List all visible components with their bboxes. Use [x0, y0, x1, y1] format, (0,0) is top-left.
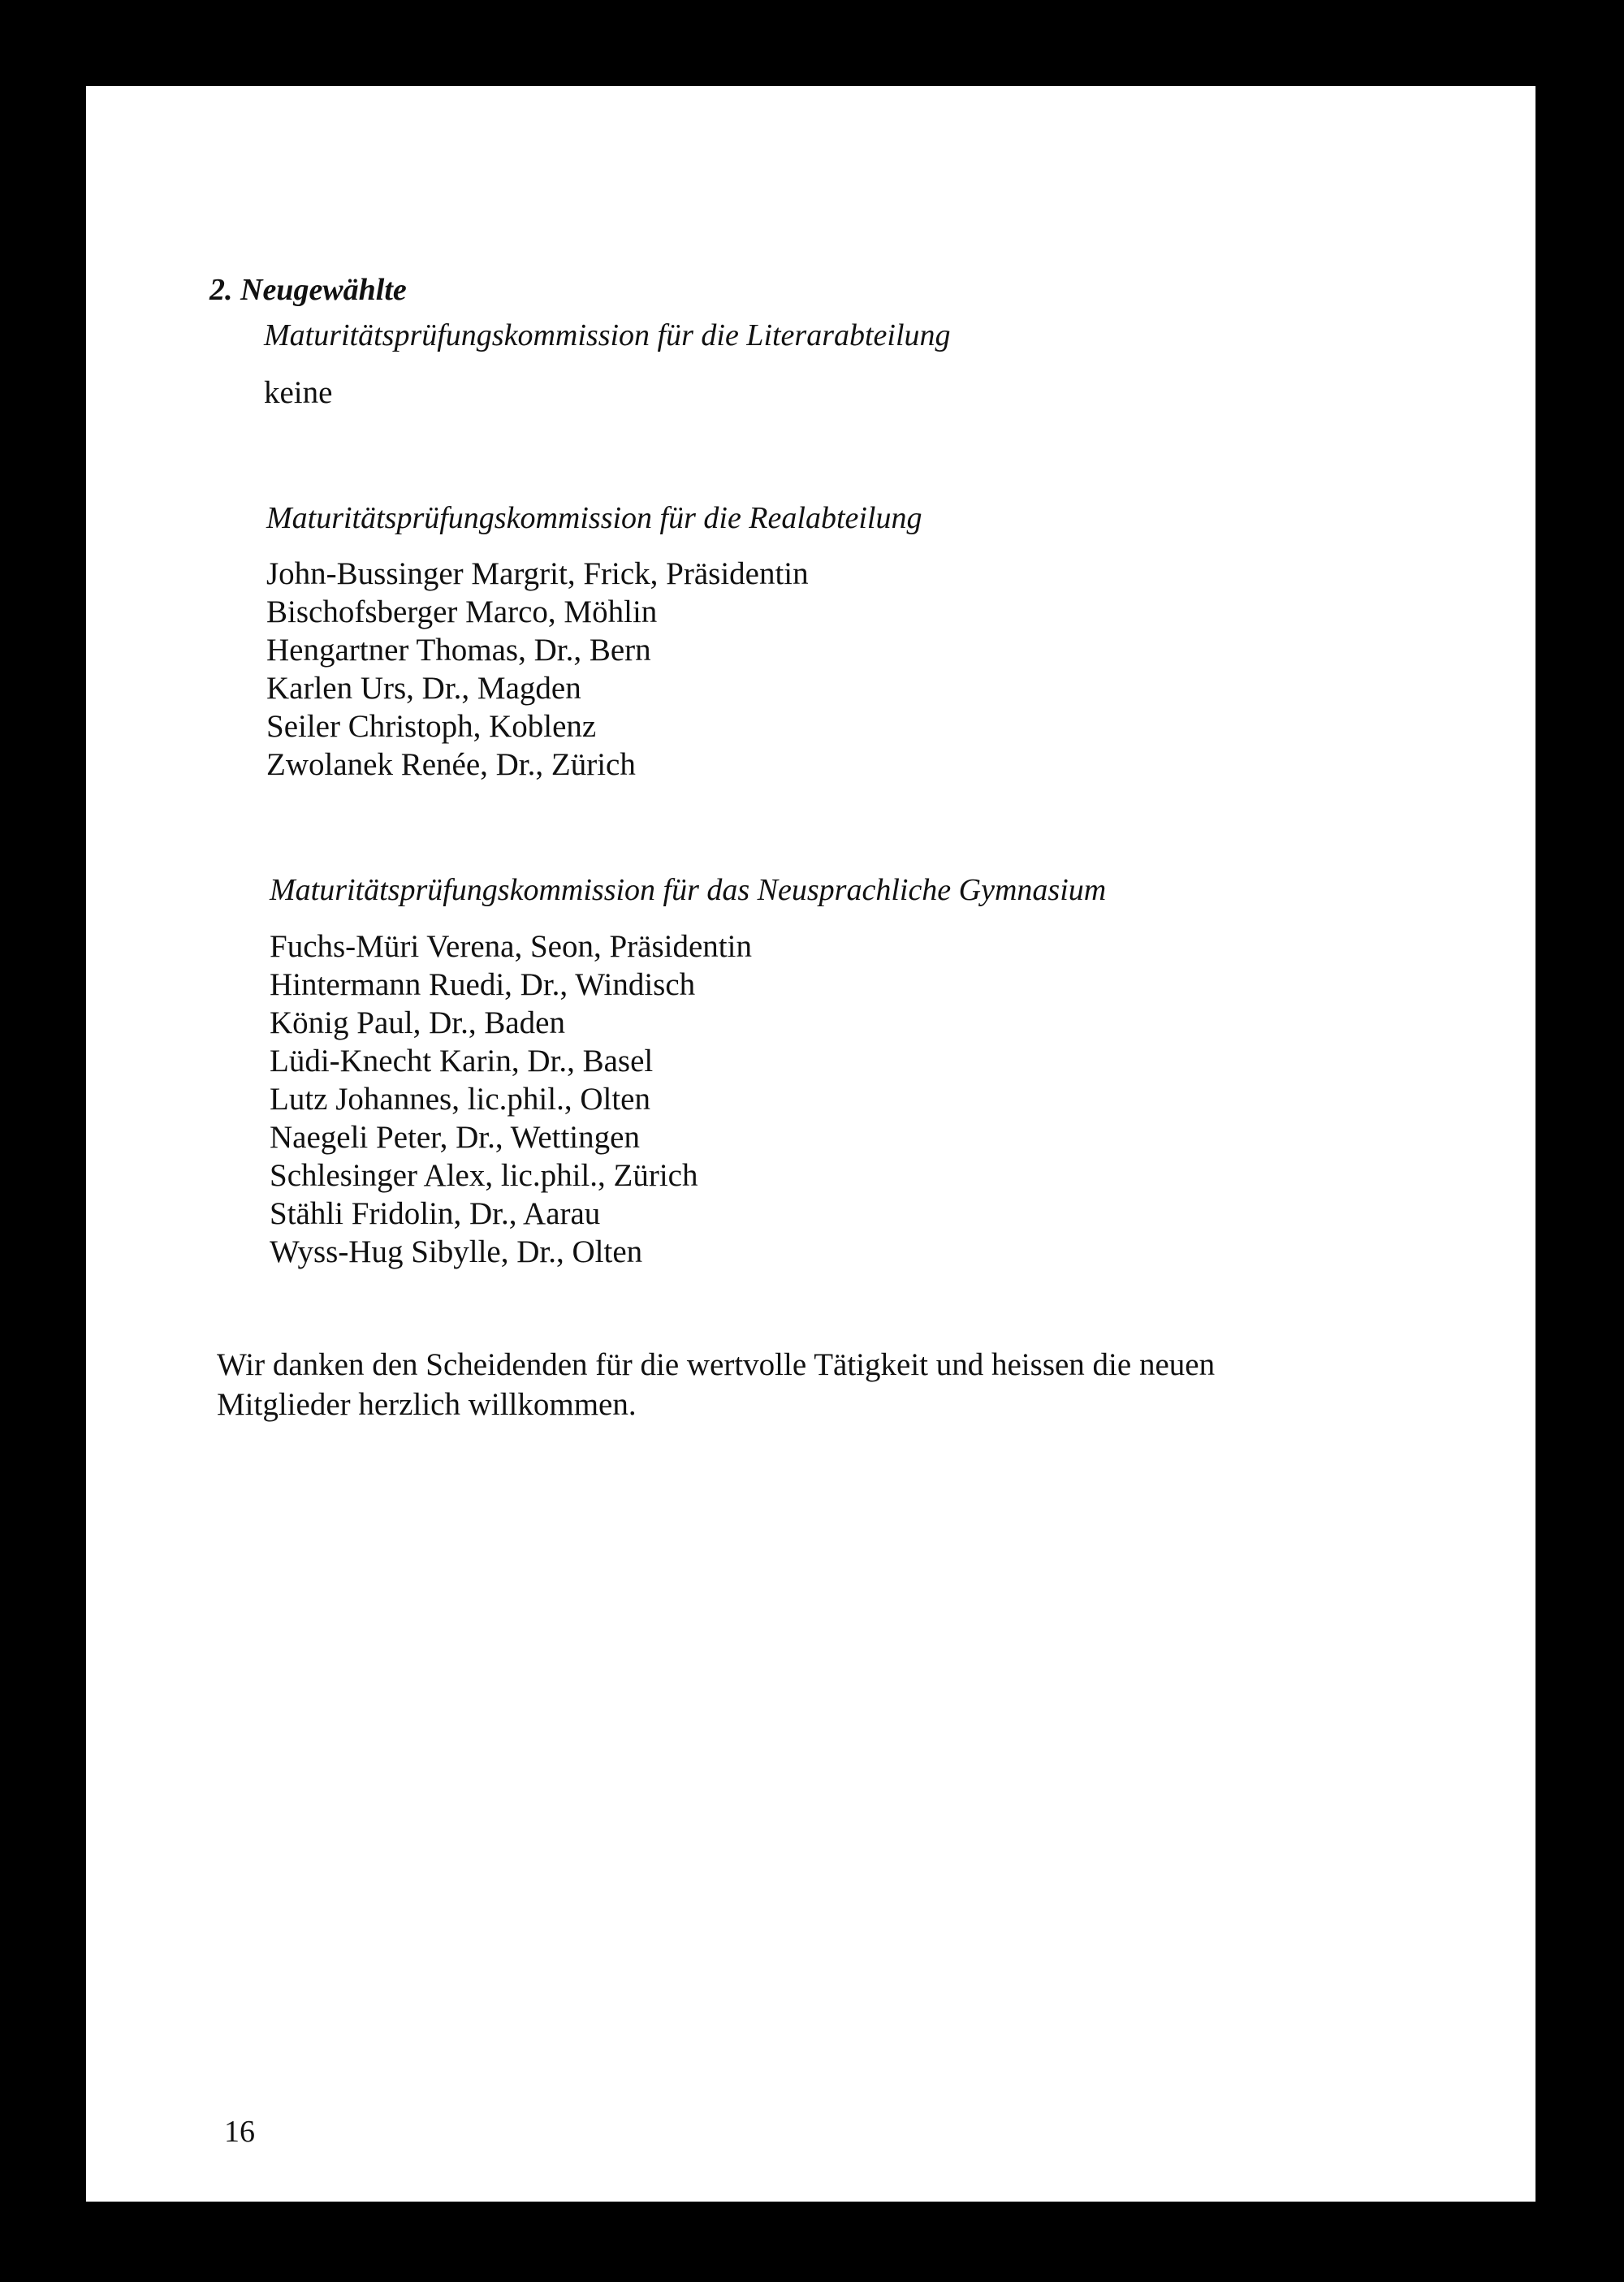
commission-title-neusprachliches-gymnasium: Maturitätsprüfungskommission für das Neusprachliche Gymnasium — [270, 873, 1107, 907]
commission-title-literarabteilung: Maturitätsprüfungskommission für die Literarabteilung — [264, 318, 951, 352]
member-entry: Lutz Johannes, lic.phil., Olten — [270, 1082, 650, 1117]
document-page — [86, 86, 1535, 2202]
member-entry: Zwolanek Renée, Dr., Zürich — [266, 747, 636, 782]
member-entry: Bischofsberger Marco, Möhlin — [266, 594, 658, 629]
member-entry: Schlesinger Alex, lic.phil., Zürich — [270, 1158, 698, 1193]
member-entry: Lüdi-Knecht Karin, Dr., Basel — [270, 1044, 654, 1078]
commission-title-realabteilung: Maturitätsprüfungskommission für die Realabteilung — [266, 501, 922, 535]
page-number: 16 — [224, 2115, 255, 2149]
section-heading: 2. Neugewählte — [209, 273, 407, 307]
member-entry: Fuchs-Müri Verena, Seon, Präsidentin — [270, 929, 752, 964]
member-entry: König Paul, Dr., Baden — [270, 1005, 565, 1040]
member-entry: Stähli Fridolin, Dr., Aarau — [270, 1196, 601, 1231]
member-entry: Hintermann Ruedi, Dr., Windisch — [270, 967, 696, 1002]
member-entry: Karlen Urs, Dr., Magden — [266, 671, 581, 706]
member-entry: Naegeli Peter, Dr., Wettingen — [270, 1120, 640, 1155]
closing-line-1: Wir danken den Scheidenden für die wertvolle Tätigkeit und heissen die neuen — [217, 1347, 1216, 1382]
member-entry: John-Bussinger Margrit, Frick, Präsidentin — [266, 556, 809, 591]
member-entry: Hengartner Thomas, Dr., Bern — [266, 633, 651, 668]
member-entry: Wyss-Hug Sibylle, Dr., Olten — [270, 1234, 643, 1269]
member-entry: Seiler Christoph, Koblenz — [266, 709, 597, 744]
member-entry: keine — [264, 375, 333, 410]
closing-line-2: Mitglieder herzlich willkommen. — [217, 1387, 637, 1422]
